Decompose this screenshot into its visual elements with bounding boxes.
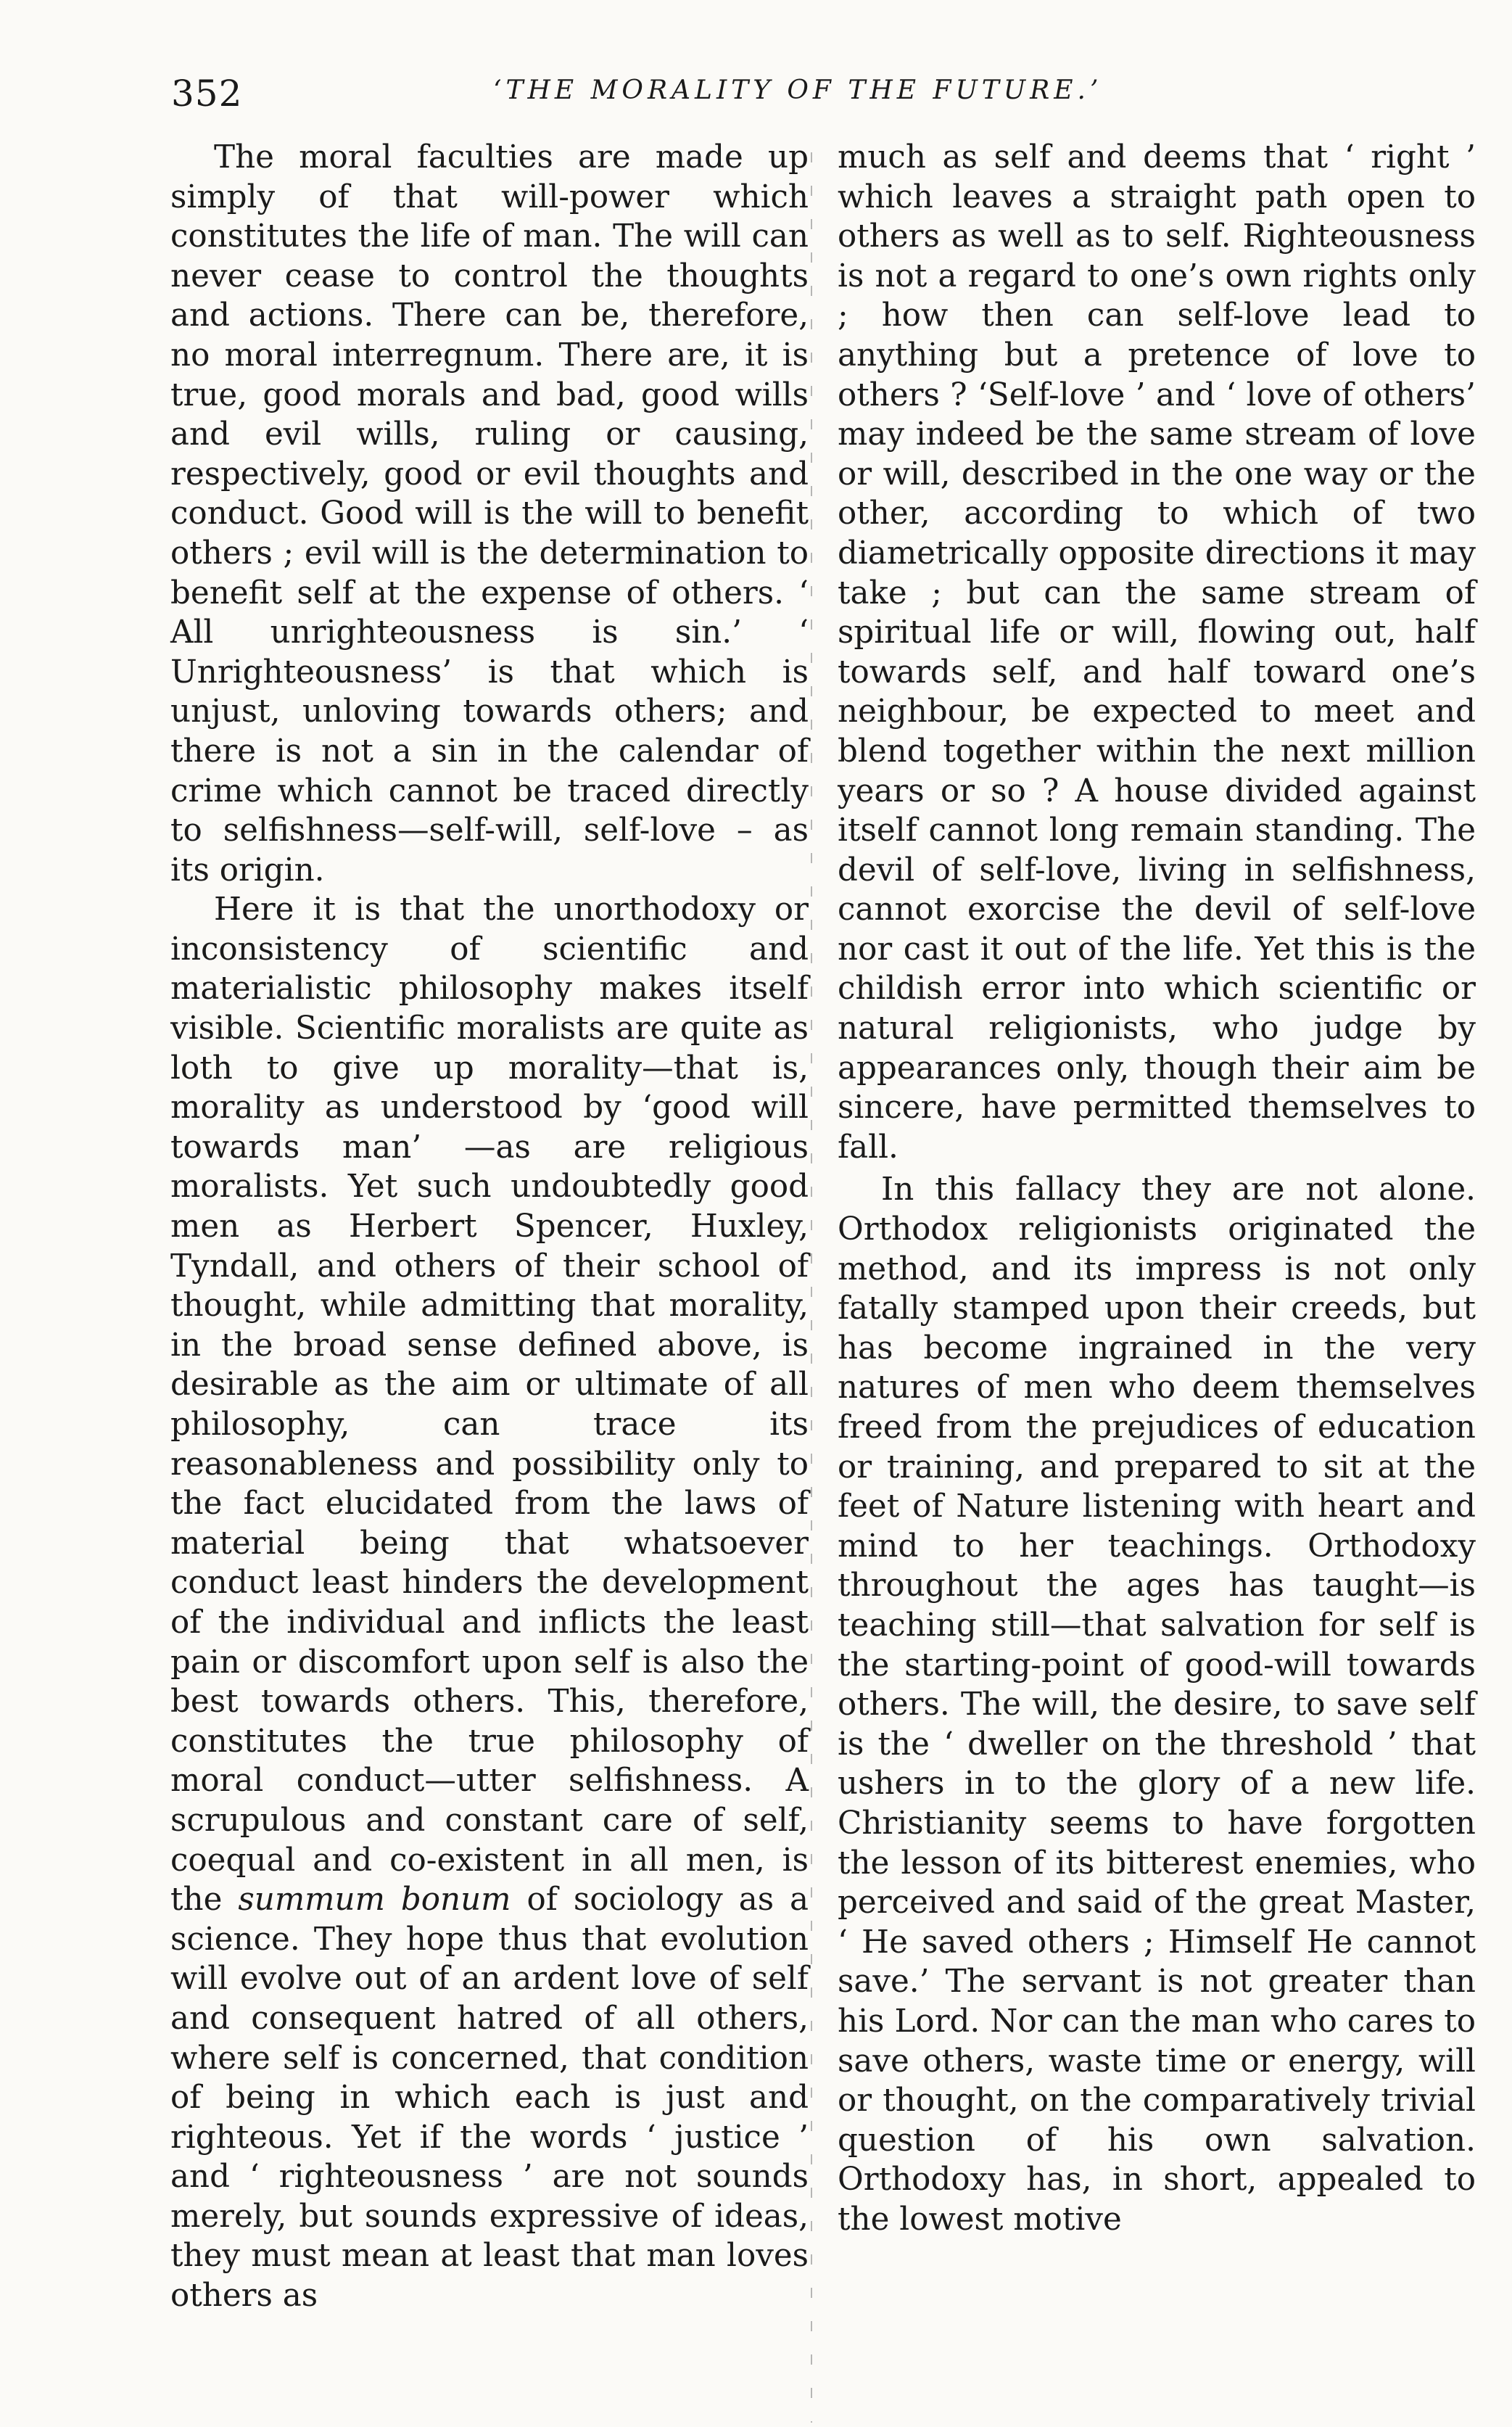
column-divider (811, 152, 812, 2423)
paragraph: In this fallacy they are not alone. Orthodox religionists originated the method, and its impress is not only fatally stamped upon their creeds, but has become ingrained in the very natures of men who deem themselves freed from the prejudices of education or training, and prepared to sit at the feet of Nature listening with heart and mind to her teachings. Orthodoxy throughout the ages has taught—is teaching still—that salvation for self is the starting-point of good-will towards others. The will, the desire, to save self is the ‘ dweller on the threshold ’ that ushers in to the glory of a new life. Christianity seems to have forgotten the lesson of its bitterest enemies, who perceived and said of the great Master, ‘ He saved others ; Himself He cannot save.’ The servant is not greater than his Lord. Nor can the man who cares to save others, waste time or energy, will or thought, on the comparatively trivial question of his own salvation. Orthodoxy has, in short, appealed to the lowest motive (838, 1171, 1476, 2238)
paragraph: much as self and deems that ‘ right ’ which leaves a straight path open to others as well as to self. Righteousness is not a regard to one’s own rights only ; how then can self-love lead to anything but a pretence of love to others ? ‘Self-love ’ and ‘ love of others’ may indeed be the same stream of love or will, described in the one way or the other, according to which of two diametrically opposite directions it may take ; but can the same stream of spiritual life or will, flowing out, half towards self, and half toward one’s neighbour, be expected to meet and blend together within the next million years or so ? A house divided against itself cannot long remain standing. The devil of self-love, living in selfishness, cannot exorcise the devil of self-love nor cast it out of the life. Yet this is the childish error into which scientific or natural religionists, who judge by appearances only, though their aim be sincere, have permitted themselves to fall. (838, 139, 1476, 1166)
left-column (170, 138, 809, 2316)
paragraph-text: Here it is that the unorthodoxy or inconsistency of scientific and materialistic philosophy makes itself visible. Scientific moralists are quite as loth to give up morality—that is, morality as understood by ‘good will towards man’ —as are religious moralists. Yet such undoubtedly good men as Herbert Spencer, Huxley, Tyndall, and others of their school of thought, while admitting that morality, in the broad sense defined above, is desirable as the aim or ultimate of all philosophy, can trace its reasonableness and possibility only to the fact elucidated from the laws of material being that whatsoever conduct least hinders the development of the individual and inflicts the least pain or discomfort upon self is also the best towards others. This, therefore, constitutes the true philosophy of moral conduct—utter selfishness. A scrupulous and constant care of self, coequal and co-existent in all men, is the (170, 891, 809, 1919)
right-column (838, 138, 1476, 2239)
latin-phrase: summum bonum (238, 1882, 511, 1919)
running-head: ‘THE MORALITY OF THE FUTURE.’ (493, 75, 1103, 105)
paragraph (170, 890, 809, 2315)
page-number: 352 (171, 73, 243, 115)
paragraph: The moral faculties are made up simply of that will-power which constitutes the life of man. The will can never cease to control the thoughts and actions. There can be, therefore, no moral interregnum. There are, it is true, good morals and bad, good wills and evil wills, ruling or causing, respectively, good or evil thoughts and conduct. Good will is the will to benefit others ; evil will is the determination to benefit self at the expense of others. ‘ All unrighteousness is sin.’ ‘ Unrighteousness’ is that which is unjust, unloving towards others; and there is not a sin in the calendar of crime which cannot be traced directly to selfishness—self-will, self-love – as its origin. (170, 139, 809, 889)
paragraph-text: of sociology as a science. They hope thus that evolution will evolve out of an ardent love of self and consequent hatred of all others, where self is concerned, that condition of being in which each is just and righteous. Yet if the words ‘ justice ’ and ‘ righteousness ’ are not sounds merely, but sounds expressive of ideas, they must mean at least that man loves others as (170, 1882, 809, 2315)
